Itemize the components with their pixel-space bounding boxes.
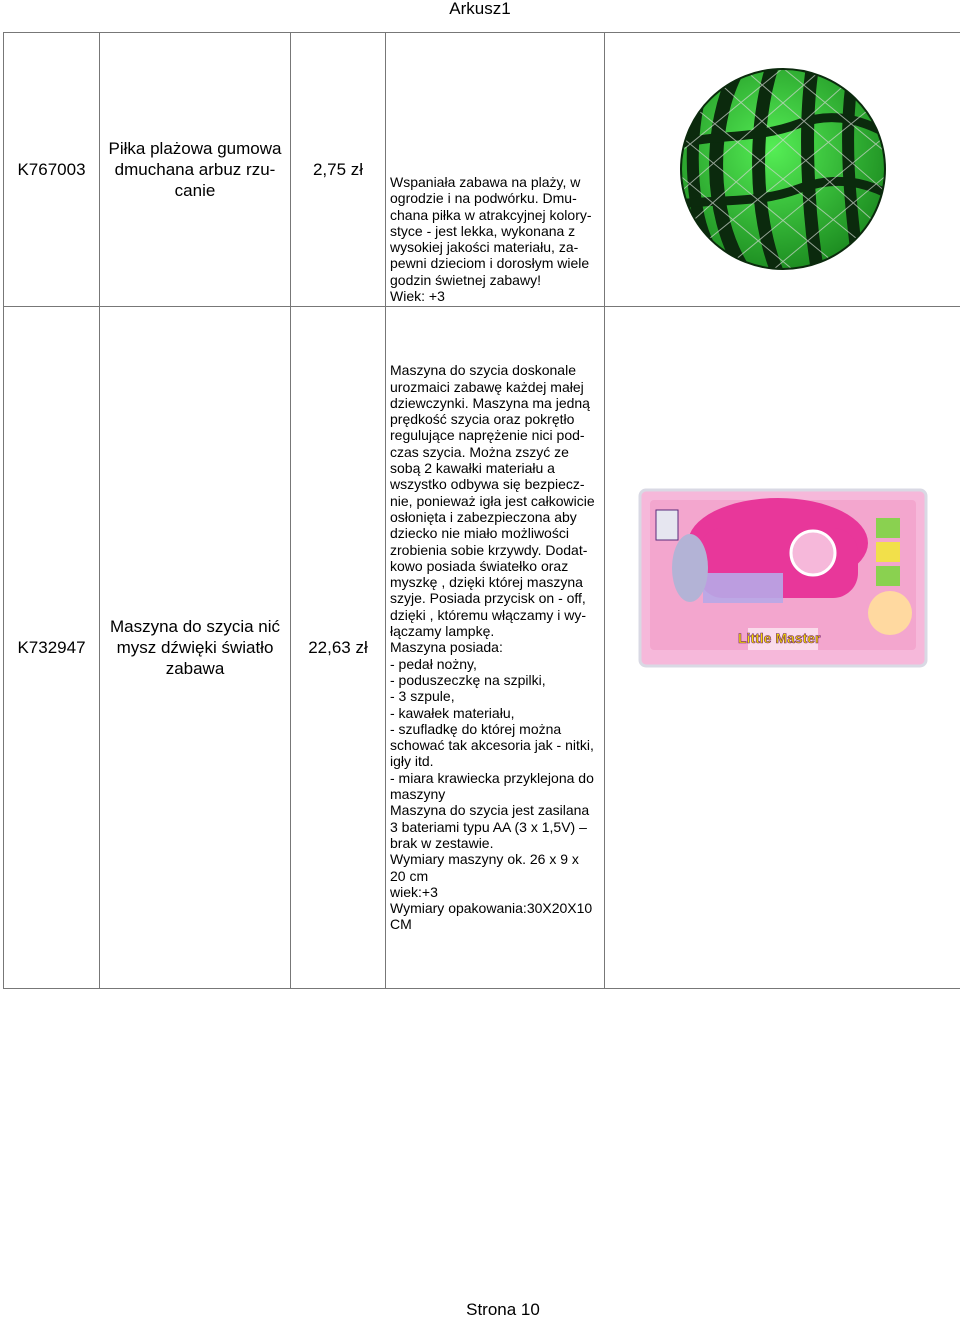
product-description: Wspaniała zabawa na plaży, w ogrodzie i na podwórku. Dmu- chana piłka w atrakcyjnej kolory- styce - jest lekka, wykonana z wysokiej jakości materiału, za- pewni dzieciom i dorosłym wiele godzin świetnej zabawy! Wiek: +3 [386,33,605,307]
product-price: 22,63 zł [291,307,386,989]
product-description: Maszyna do szycia doskonale urozmaici zabawę każdej małej dziewczynki. Maszyna ma jedną prędkość szycia oraz pokrętło regulujące naprężenie nici pod- czas szycia. Można zszyć ze sobą 2 kawałki materiału a wszystko odbywa się bezpiecz- nie, ponieważ igła jest całkowicie osłonięta i zabezpieczona aby dziecko nie miało możliwości zrobienia sobie krzywdy. Dodat- kowo posiada światełko oraz myszkę , dzięki której maszyna szyje. Posiada przycisk on - off, dzięki , któremu włączamy i wy- łączamy lampkę. Maszyna posiada: - pedał nożny, - poduszeczkę na szpilki, - 3 szpule, - kawałek materiału, - szufladkę do której można schować tak akcesoria jak - nitki, igły itd. - miara krawiecka przyklejona do maszyny Maszyna do szycia jest zasilana 3 bateriami typu AA (3 x 1,5V) – brak w zestawie. Wymiary maszyny ok. 26 x 9 x 20 cm wiek:+3 Wymiary opakowania:30X20X10 CM [386,307,605,989]
box-logo: Little Master [738,630,821,646]
watermelon-ball-photo [678,64,888,274]
product-price: 2,75 zł [291,33,386,307]
product-name: Maszyna do szycia nić mysz dźwięki światło zabawa [100,307,291,989]
product-image-cell [605,307,960,989]
product-image-cell [605,33,960,307]
sewing-machine-box-photo [638,488,928,668]
product-table [3,32,960,989]
product-name: Piłka plażowa gumowa dmuchana arbuz rzu- canie [100,33,291,307]
sheet-title: Arkusz1 [0,0,960,18]
table-row [4,33,960,307]
product-code: K767003 [4,33,100,307]
product-code: K732947 [4,307,100,989]
page-footer: Strona 10 [0,1300,960,1320]
table-row [4,307,960,989]
